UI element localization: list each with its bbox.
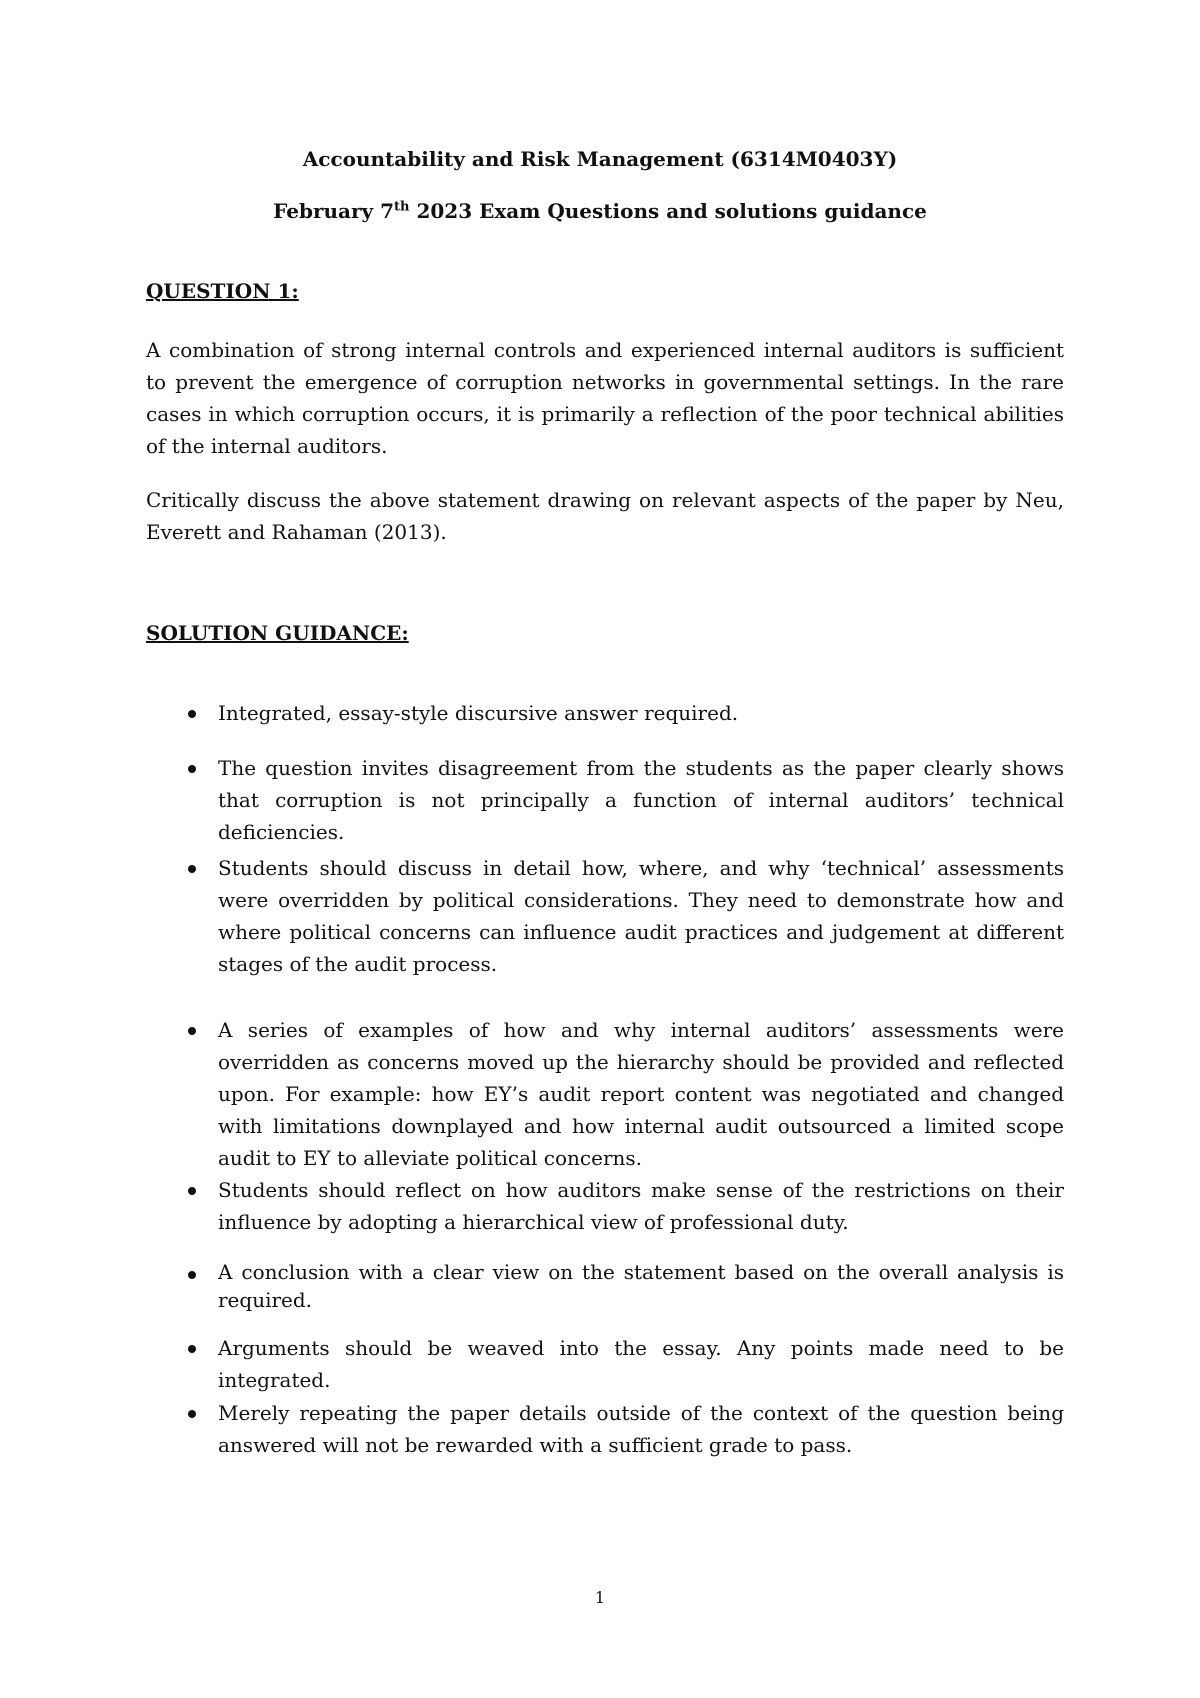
solution-bullet-item: [218, 1258, 1064, 1314]
bullet-text: Students should discuss in detail how, where, and why ‘technical’ assessments were overridden by political considerations. They need to demonstrate how and where political concerns can influence audit practices and judgement at different stages of the audit process.: [218, 856, 1064, 976]
question-heading: QUESTION 1:: [146, 279, 299, 303]
solution-bullet-item: [218, 697, 1064, 729]
solution-bullet-item: [218, 752, 1064, 848]
bullet-dot-icon: [188, 1271, 196, 1279]
document-title: Accountability and Risk Management (6314M0403Y): [302, 147, 898, 171]
bullet-text: The question invites disagreement from the students as the paper clearly shows that corruption is not principally a function of internal auditors’ technical deficiencies.: [218, 756, 1064, 844]
bullet-text: Integrated, essay-style discursive answer required.: [218, 701, 739, 725]
page-number: 1: [594, 1588, 606, 1607]
question-instruction: Critically discuss the above statement drawing on relevant aspects of the paper by Neu, Everett and Rahaman (2013).: [146, 488, 1064, 544]
bullet-text: Merely repeating the paper details outside of the context of the question being answered will not be rewarded with a sufficient grade to pass.: [218, 1401, 1064, 1457]
bullet-dot-icon: [188, 1027, 196, 1035]
solution-bullet-item: [218, 1014, 1064, 1174]
solution-heading: SOLUTION GUIDANCE:: [146, 621, 409, 645]
solution-bullet-item: [218, 1332, 1064, 1396]
bullet-dot-icon: [188, 865, 196, 873]
bullet-text: Students should reflect on how auditors make sense of the restrictions on their influence by adopting a hierarchical view of professional duty.: [218, 1178, 1064, 1234]
bullet-dot-icon: [188, 1187, 196, 1195]
bullet-dot-icon: [188, 1345, 196, 1353]
subtitle-date-ordinal: th: [394, 199, 410, 215]
bullet-text: Arguments should be weaved into the essay. Any points made need to be integrated.: [218, 1336, 1064, 1392]
bullet-dot-icon: [188, 1410, 196, 1418]
solution-bullet-item: [218, 852, 1064, 980]
solution-bullet-item: [218, 1174, 1064, 1238]
question-paragraph: A combination of strong internal controls and experienced internal auditors is sufficient to prevent the emergence of corruption networks in governmental settings. In the rare cases in which corruption occurs, it is primarily a reflection of the poor technical abilities of the internal auditors.: [146, 338, 1064, 458]
bullet-text: A series of examples of how and why internal auditors’ assessments were overridden as concerns moved up the hierarchy should be provided and reflected upon. For example: how EY’s audit report content was negotiated and changed with limitations downplayed and how internal audit outsourced a limited scope audit to EY to alleviate political concerns.: [218, 1018, 1064, 1170]
bullet-text: A conclusion with a clear view on the statement based on the overall analysis is required.: [218, 1260, 1064, 1312]
subtitle-date-prefix: February 7: [273, 199, 395, 223]
bullet-dot-icon: [188, 765, 196, 773]
bullet-dot-icon: [188, 710, 196, 718]
solution-bullet-item: [218, 1397, 1064, 1461]
subtitle-date-suffix: 2023 Exam Questions and solutions guidance: [409, 199, 927, 223]
